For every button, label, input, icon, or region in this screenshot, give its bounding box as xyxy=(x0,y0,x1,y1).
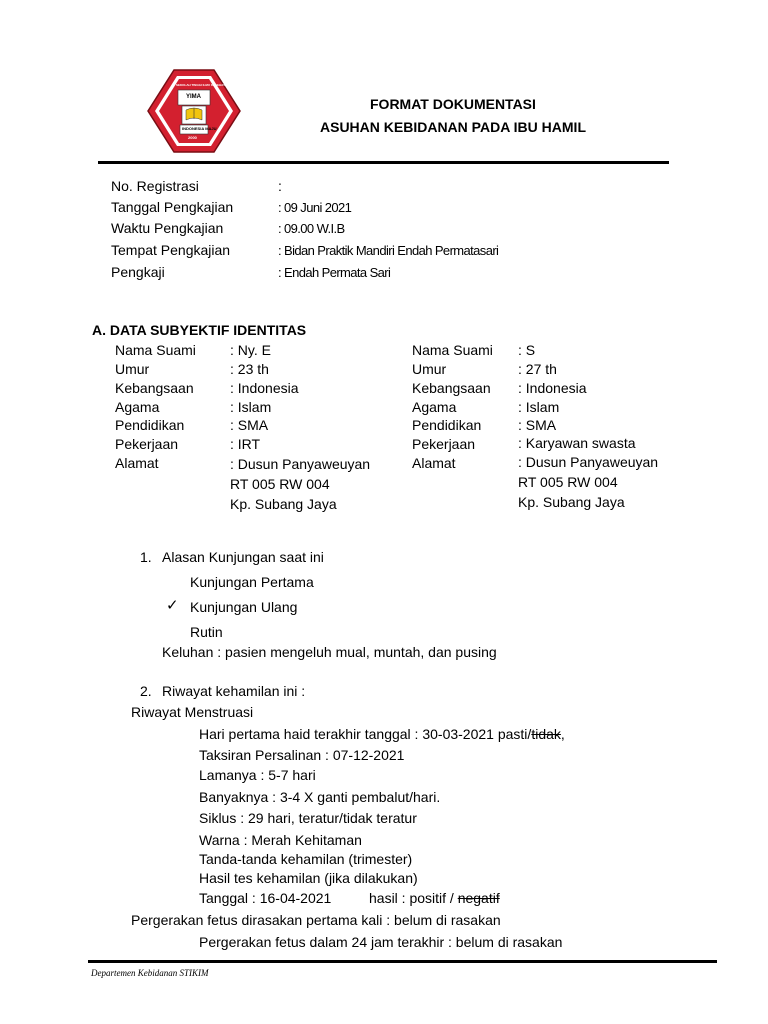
identity-value: : Dusun Panyaweuyan xyxy=(518,454,659,470)
registration-label: Tempat Pengkajian xyxy=(111,242,231,258)
visit-option: Kunjungan Ulang xyxy=(190,599,298,615)
registration-value: : Bidan Praktik Mandiri Endah Permatasari xyxy=(278,243,499,258)
identity-label: Umur xyxy=(115,361,150,377)
identity-label: Pekerjaan xyxy=(115,436,179,452)
identity-label: Pendidikan xyxy=(115,417,185,433)
identity-address-line: RT 005 RW 004 xyxy=(230,476,330,492)
footer-divider xyxy=(88,960,717,963)
visit-option: Kunjungan Pertama xyxy=(190,574,314,590)
identity-label: Alamat xyxy=(412,455,456,471)
first-movement: Pergerakan fetus dirasakan pertama kali : belum di rasakan xyxy=(131,912,501,928)
pregnancy-number: 2. xyxy=(140,683,152,699)
registration-value: : xyxy=(278,178,282,194)
hpht-text: Hari pertama haid terakhir tanggal : 30-03-2021 pasti/ xyxy=(199,726,532,742)
hpht-line xyxy=(199,726,565,742)
identity-label: Kebangsaan xyxy=(115,380,194,396)
check-mark-icon: ✓ xyxy=(166,596,179,614)
identity-value: : 27 th xyxy=(518,361,557,377)
menstrual-line: Taksiran Persalinan : 07-12-2021 xyxy=(199,747,405,763)
menstrual-line: Siklus : 29 hari, teratur/tidak teratur xyxy=(199,810,417,826)
identity-value: : SMA xyxy=(518,417,557,433)
test-result: hasil : positif / xyxy=(369,890,458,906)
identity-value: : S xyxy=(518,342,536,358)
identity-value: : 23 th xyxy=(230,361,269,377)
identity-label: Agama xyxy=(412,399,457,415)
identity-address-line: Kp. Subang Jaya xyxy=(518,494,625,510)
logo-top-text: SEKOLAH TINGGI ILMU KESEHATAN xyxy=(176,83,230,87)
menstrual-line: Tanda-tanda kehamilan (trimester) xyxy=(199,851,413,867)
registration-value: : 09.00 W.I.B xyxy=(278,221,345,236)
menstrual-line: Warna : Merah Kehitaman xyxy=(199,832,362,848)
identity-value: : Indonesia xyxy=(518,380,587,396)
identity-label: Agama xyxy=(115,399,160,415)
identity-label: Pendidikan xyxy=(412,417,482,433)
registration-label: No. Registrasi xyxy=(111,178,199,194)
identity-value: : Indonesia xyxy=(230,380,299,396)
test-date: Tanggal : 16-04-2021 xyxy=(199,890,332,906)
identity-address-line: RT 005 RW 004 xyxy=(518,474,618,490)
logo-year: 2000 xyxy=(188,135,197,140)
identity-label: Nama Suami xyxy=(412,342,493,358)
hpht-struck: tidak xyxy=(531,726,561,742)
registration-label: Tanggal Pengkajian xyxy=(111,199,234,215)
menstrual-line: Lamanya : 5-7 hari xyxy=(199,767,316,783)
complaint-text: Keluhan : pasien mengeluh mual, muntah, dan pusing xyxy=(162,644,497,660)
menstrual-heading: Riwayat Menstruasi xyxy=(131,704,254,720)
menstrual-line: Hasil tes kehamilan (jika dilakukan) xyxy=(199,870,418,886)
section-a-heading: A. DATA SUBYEKTIF IDENTITAS xyxy=(92,322,307,338)
identity-value: : SMA xyxy=(230,417,269,433)
test-result-line xyxy=(369,890,500,906)
identity-value: : Karyawan swasta xyxy=(518,435,636,451)
identity-value: : Ny. E xyxy=(230,342,271,358)
logo-motto: INDONESIA MAJU xyxy=(182,126,217,131)
identity-value: : Dusun Panyaweuyan xyxy=(230,456,371,472)
test-result-struck: negatif xyxy=(457,890,500,906)
identity-label: Umur xyxy=(412,361,447,377)
registration-label: Waktu Pengkajian xyxy=(111,220,224,236)
institution-logo xyxy=(146,68,242,154)
footer-text: Departemen Kebidanan STIKIM xyxy=(91,968,209,978)
visit-option: Rutin xyxy=(190,624,223,640)
identity-address-line: Kp. Subang Jaya xyxy=(230,496,337,512)
registration-value: : 09 Juni 2021 xyxy=(278,200,352,215)
identity-value: : IRT xyxy=(230,436,261,452)
pregnancy-title: Riwayat kehamilan ini : xyxy=(162,683,306,699)
registration-value: : Endah Permata Sari xyxy=(278,265,391,280)
identity-label: Kebangsaan xyxy=(412,380,491,396)
document-title: FORMAT DOKUMENTASI xyxy=(370,96,536,112)
hpht-end: , xyxy=(560,726,565,742)
movement-24h: Pergerakan fetus dalam 24 jam terakhir : belum di rasakan xyxy=(199,934,563,950)
menstrual-line: Banyaknya : 3-4 X ganti pembalut/hari. xyxy=(199,789,441,805)
logo-center-text: YIMA xyxy=(186,94,201,100)
visit-number: 1. xyxy=(140,549,152,565)
identity-label: Nama Suami xyxy=(115,342,196,358)
identity-label: Pekerjaan xyxy=(412,436,476,452)
header-divider xyxy=(98,161,669,164)
document-subtitle: ASUHAN KEBIDANAN PADA IBU HAMIL xyxy=(320,119,586,135)
logo-emblem xyxy=(146,68,242,154)
registration-label: Pengkaji xyxy=(111,264,165,280)
visit-title: Alasan Kunjungan saat ini xyxy=(162,549,324,565)
identity-label: Alamat xyxy=(115,455,159,471)
identity-value: : Islam xyxy=(230,399,272,415)
identity-value: : Islam xyxy=(518,399,560,415)
